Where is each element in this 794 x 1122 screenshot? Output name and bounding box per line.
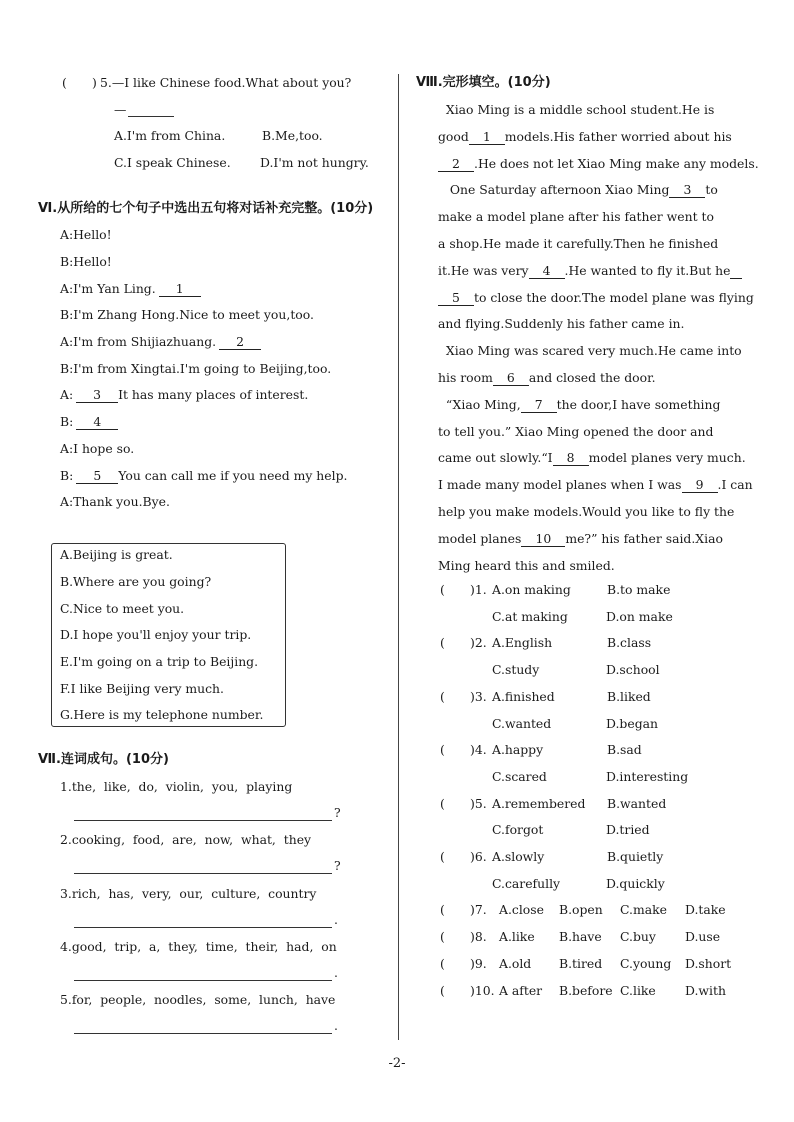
passage-text: and closed the door. [528, 370, 656, 385]
dialogue-line [60, 307, 314, 323]
passage-line [438, 236, 718, 252]
passage-text: .He does not let Xiao Ming make any models. [474, 156, 759, 171]
dialogue-speaker-text: A:Hello! [60, 227, 112, 242]
passage-line [438, 156, 759, 172]
passage-text: help you make models.Would you like to fly the [438, 504, 735, 519]
choice-number: )9. [470, 956, 487, 971]
passage-text: the door,I have something [556, 397, 721, 412]
choice-b: B.before [559, 983, 613, 998]
choice-d: D.tried [606, 822, 650, 837]
dialogue-line [60, 414, 118, 430]
passage-line [438, 102, 714, 118]
answer-line[interactable] [74, 980, 332, 981]
dialogue-speaker-text: B: [60, 414, 74, 429]
section-8-heading: Ⅷ.完形填空。(10分) [416, 75, 551, 90]
choice-b: B.class [607, 635, 652, 650]
choice-number: )6. [470, 849, 487, 864]
passage-text: make a model plane after his father went to [438, 209, 714, 224]
choice-paren: ( [440, 956, 445, 971]
q5-option-b: B.Me,too. [262, 128, 323, 143]
answer-blank[interactable]: 5 [76, 469, 118, 484]
cloze-blank[interactable]: 8 [553, 451, 589, 466]
dialogue-speaker-text: B:I'm Zhang Hong.Nice to meet you,too. [60, 307, 314, 322]
passage-text: model planes [438, 531, 522, 546]
choice-c: C.study [492, 662, 540, 677]
choice-paren: ( [440, 582, 445, 597]
choice-paren: ( [440, 635, 445, 650]
q5-option-d: D.I'm not hungry. [260, 155, 369, 170]
choice-c: C.wanted [492, 716, 552, 731]
q5-option-c: C.I speak Chinese. [114, 155, 231, 170]
end-punctuation: . [334, 1018, 338, 1033]
passage-line [438, 450, 746, 466]
q5-paren-close: ) [92, 75, 97, 90]
choice-b: B.sad [607, 742, 642, 757]
passage-text: One Saturday afternoon Xiao Ming [438, 182, 670, 197]
word-list: 5.for, people, noodles, some, lunch, have [60, 992, 336, 1007]
choice-a: A.close [499, 902, 544, 917]
dialogue-line [60, 468, 347, 484]
answer-line[interactable] [74, 1033, 332, 1034]
choice-c: C.like [620, 983, 656, 998]
choice-paren: ( [440, 983, 445, 998]
option-item: E.I'm going on a trip to Beijing. [60, 654, 259, 669]
option-item: G.Here is my telephone number. [60, 707, 264, 722]
end-punctuation: ? [334, 805, 341, 820]
choice-c: C.carefully [492, 876, 561, 891]
passage-text: came out slowly.“I [438, 450, 553, 465]
q5-stem: 5.—I like Chinese food.What about you? [100, 75, 352, 90]
choice-a: A after [499, 983, 543, 998]
option-item: F.I like Beijing very much. [60, 681, 224, 696]
passage-line [438, 477, 753, 493]
passage-line [438, 316, 684, 332]
choice-number: )5. [470, 796, 487, 811]
passage-text: “Xiao Ming, [438, 397, 521, 412]
passage-line [438, 558, 615, 574]
passage-text: .He wanted to fly it.But he [564, 263, 731, 278]
passage-line [438, 397, 720, 413]
dialogue-speaker-text: A:Thank you.Bye. [60, 494, 170, 509]
dialogue-speaker-text: A:I'm from Shijiazhuang. [60, 334, 217, 349]
choice-number: )2. [470, 635, 487, 650]
choice-number: )7. [470, 902, 487, 917]
choice-number: )4. [470, 742, 487, 757]
cloze-blank[interactable]: 9 [682, 478, 718, 493]
choice-number: )3. [470, 689, 487, 704]
end-punctuation: ? [334, 858, 341, 873]
passage-text: his room [438, 370, 493, 385]
word-list: 3.rich, has, very, our, culture, country [60, 886, 317, 901]
dialogue-line [60, 361, 331, 377]
answer-blank[interactable]: 4 [76, 415, 118, 430]
passage-text: I made many model planes when I was [438, 477, 682, 492]
choice-paren: ( [440, 742, 445, 757]
choice-number: )1. [470, 582, 487, 597]
choice-d: D.short [685, 956, 732, 971]
passage-line [438, 182, 718, 198]
choice-d: D.quickly [606, 876, 665, 891]
dialogue-speaker-text: B:I'm from Xingtai.I'm going to Beijing,too. [60, 361, 332, 376]
choice-c: C.forgot [492, 822, 544, 837]
passage-text: .I can [717, 477, 753, 492]
end-punctuation: . [334, 965, 338, 980]
dialogue-speaker-text: A:I hope so. [60, 441, 135, 456]
option-item: C.Nice to meet you. [60, 601, 185, 616]
answer-blank[interactable]: 3 [76, 388, 118, 403]
choice-d: D.take [685, 902, 726, 917]
passage-line [438, 290, 754, 306]
dialogue-line [60, 227, 112, 243]
q5-paren-open: ( [62, 75, 67, 90]
passage-line [438, 209, 714, 225]
word-list: 4.good, trip, a, they, time, their, had, on [60, 939, 337, 954]
section-6-heading: Ⅵ.从所给的七个句子中选出五句将对话补充完整。(10分) [38, 201, 374, 216]
choice-d: D.on make [606, 609, 673, 624]
passage-text: to tell you.” Xiao Ming opened the door and [438, 424, 714, 439]
dialogue-line [60, 387, 308, 403]
choice-a: A.happy [492, 742, 544, 757]
cloze-blank[interactable]: 10 [521, 532, 565, 547]
cloze-blank[interactable]: 4 [529, 264, 565, 279]
passage-line [438, 531, 723, 547]
page-number: -2- [388, 1056, 406, 1071]
cloze-blank[interactable]: 5 [438, 291, 474, 306]
passage-text: good [438, 129, 469, 144]
choice-paren: ( [440, 849, 445, 864]
end-punctuation: . [334, 912, 338, 927]
dialogue-speaker-text: B:Hello! [60, 254, 112, 269]
passage-text: Xiao Ming was scared very much.He came into [438, 343, 742, 358]
choice-c: C.make [620, 902, 667, 917]
passage-line [438, 370, 656, 386]
choice-c: C.at making [492, 609, 568, 624]
choice-b: B.tired [559, 956, 603, 971]
answer-line[interactable] [74, 820, 332, 821]
option-item: B.Where are you going? [60, 574, 212, 589]
choice-d: D.use [685, 929, 721, 944]
choice-paren: ( [440, 929, 445, 944]
choice-number: )10. [470, 983, 495, 998]
dialogue-speaker-text: A:I'm Yan Ling. [60, 281, 156, 296]
passage-text: models.His father worried about his [504, 129, 732, 144]
answer-blank[interactable]: 2 [219, 335, 261, 350]
passage-line [438, 263, 742, 279]
choice-a: A.English [492, 635, 553, 650]
choice-c: C.buy [620, 929, 656, 944]
cloze-blank[interactable]: 2 [438, 157, 474, 172]
option-item: D.I hope you'll enjoy your trip. [60, 627, 252, 642]
cloze-blank[interactable] [730, 264, 742, 279]
dialogue-line [60, 254, 112, 270]
cloze-blank[interactable]: 7 [521, 398, 557, 413]
choice-c: C.young [620, 956, 672, 971]
choice-b: B.to make [607, 582, 671, 597]
passage-text: a shop.He made it carefully.Then he finished [438, 236, 719, 251]
passage-text: me?” his father said.Xiao [565, 531, 723, 546]
choice-b: B.open [559, 902, 603, 917]
choice-c: C.scared [492, 769, 547, 784]
dialogue-text: It has many places of interest. [118, 387, 309, 402]
q5-option-a: A.I'm from China. [114, 128, 226, 143]
passage-text: to close the door.The model plane was flying [474, 290, 754, 305]
cloze-blank[interactable]: 6 [493, 371, 529, 386]
dialogue-line [60, 441, 134, 457]
word-list: 1.the, like, do, violin, you, playing [60, 779, 293, 794]
choice-a: A.remembered [492, 796, 586, 811]
choice-a: A.slowly [492, 849, 545, 864]
passage-line [438, 424, 713, 440]
dialogue-speaker-text: B: [60, 468, 74, 483]
passage-text: model planes very much. [588, 450, 746, 465]
passage-text: it.He was very [438, 263, 529, 278]
choice-d: D.interesting [606, 769, 689, 784]
choice-paren: ( [440, 796, 445, 811]
choice-d: D.with [685, 983, 726, 998]
cloze-blank[interactable]: 3 [669, 183, 705, 198]
column-divider [398, 74, 399, 1040]
word-list: 2.cooking, food, are, now, what, they [60, 832, 312, 847]
answer-line[interactable] [74, 927, 332, 928]
choice-a: A.like [499, 929, 535, 944]
q5-answer-blank[interactable] [128, 116, 174, 117]
q5-answer-dash: — [114, 102, 127, 117]
passage-line [438, 343, 742, 359]
answer-blank[interactable]: 1 [159, 282, 201, 297]
dialogue-line [60, 334, 261, 350]
choice-a: A.finished [492, 689, 555, 704]
choice-b: B.wanted [607, 796, 667, 811]
dialogue-speaker-text: A: [60, 387, 74, 402]
dialogue-line [60, 494, 170, 510]
section-7-heading: Ⅶ.连词成句。(10分) [38, 752, 169, 767]
choice-b: B.quietly [607, 849, 664, 864]
dialogue-text: You can call me if you need my help. [118, 468, 348, 483]
passage-text: Xiao Ming is a middle school student.He is [438, 102, 715, 117]
passage-text: and flying.Suddenly his father came in. [438, 316, 685, 331]
passage-line [438, 504, 734, 520]
choice-b: B.have [559, 929, 602, 944]
choice-b: B.liked [607, 689, 651, 704]
choice-paren: ( [440, 902, 445, 917]
choice-number: )8. [470, 929, 487, 944]
cloze-blank[interactable]: 1 [469, 130, 505, 145]
passage-text: Ming heard this and smiled. [438, 558, 615, 573]
choice-paren: ( [440, 689, 445, 704]
passage-line [438, 129, 732, 145]
dialogue-line [60, 281, 201, 297]
choice-d: D.school [606, 662, 660, 677]
passage-text: to [705, 182, 718, 197]
option-item: A.Beijing is great. [60, 547, 173, 562]
choice-a: A.old [499, 956, 532, 971]
choice-a: A.on making [492, 582, 571, 597]
choice-d: D.began [606, 716, 658, 731]
answer-line[interactable] [74, 873, 332, 874]
